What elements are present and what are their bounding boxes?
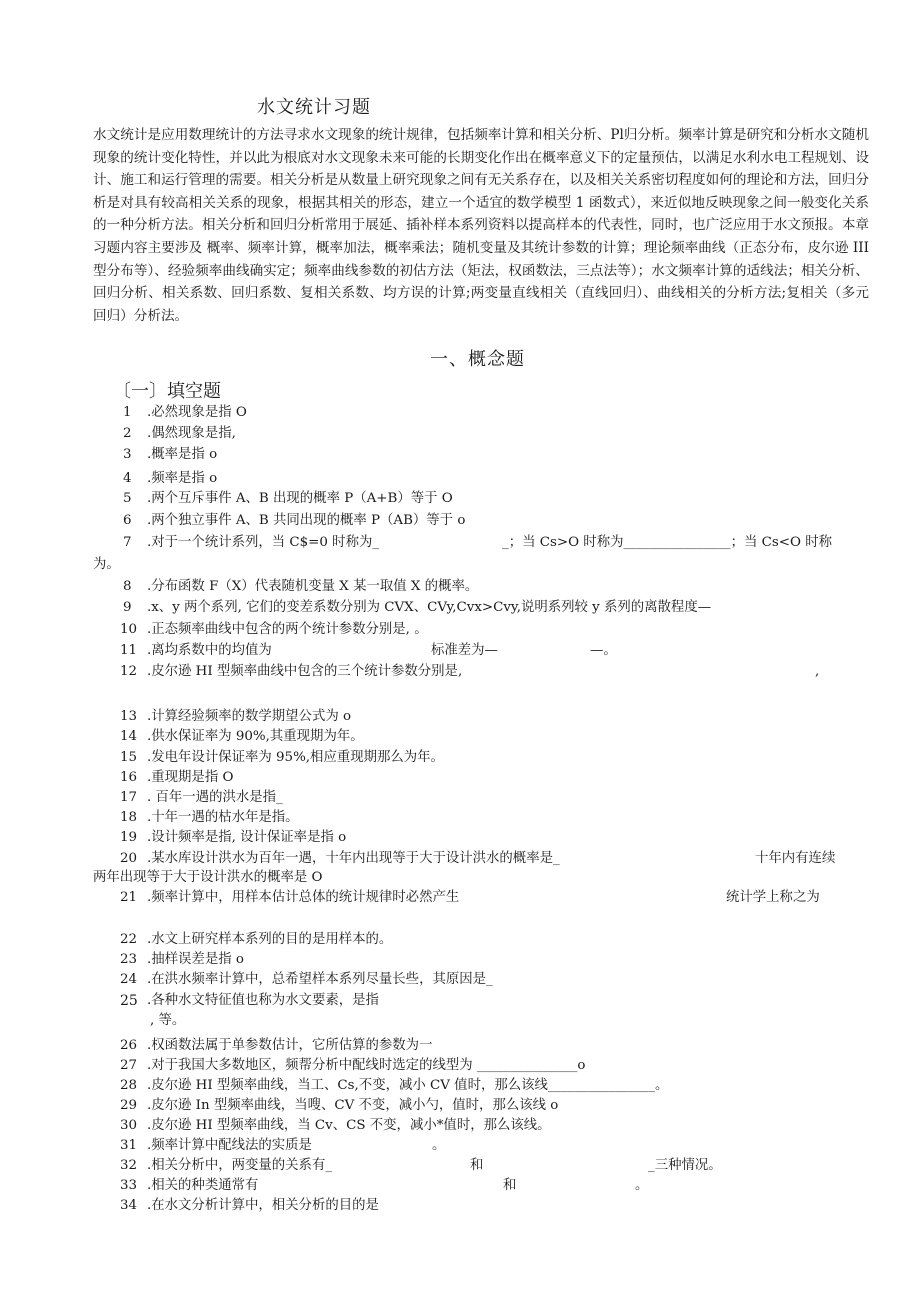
question-text: .相关分析中，两变量的关系有_ (147, 1158, 333, 1173)
question-number: 20 (120, 851, 138, 866)
question-text: .水文上研究样本系列的目的是用样本的。 (147, 932, 393, 947)
question-item (0, 727, 920, 749)
question-number: 8 (123, 579, 132, 594)
question-number: 30 (120, 1118, 138, 1133)
question-item (0, 1036, 920, 1058)
question-item (0, 808, 920, 830)
question-number: 21 (120, 890, 138, 905)
question-text-continued: , (815, 664, 820, 679)
question-text: .发电年设计保证率为 95%,相应重现期那么为年。 (147, 750, 444, 765)
question-item (0, 1196, 920, 1218)
question-item (0, 533, 920, 555)
question-number: 25 (120, 993, 138, 1009)
question-number: 23 (120, 952, 138, 967)
question-item (0, 620, 920, 642)
question-text: .频率计算中配线法的实质是 (147, 1138, 312, 1153)
question-text: .频率计算中，用样本估计总体的统计规律时必然产生 (147, 890, 460, 905)
question-item (0, 403, 920, 425)
question-continuation: , 等。 (150, 1013, 186, 1028)
question-text: .在洪水频率计算中，总希望样本系列尽量长些，其原因是_ (147, 972, 493, 987)
question-item (0, 950, 920, 972)
question-text-continued: —。 (590, 643, 617, 658)
question-number: 24 (120, 972, 138, 987)
question-item (0, 970, 920, 992)
question-text: .两个独立事件 A、B 共同出现的概率 P（AB）等于 o (147, 513, 466, 528)
question-item (0, 469, 920, 491)
question-number: 32 (120, 1158, 138, 1173)
question-item (0, 1076, 920, 1098)
question-number: 17 (120, 790, 138, 805)
question-continuation: 为。 (93, 557, 120, 572)
intro-paragraph: 水文统计是应用数理统计的方法寻求水文现象的统计规律，包括频率计算和相关分析、Pl归分析。频率计算是研究和分析水文随机现象的统计变化特性，并以此为根底对水文现象未来可能的长期变化作出在概率意义下的定量预估，以满足水利水电工程规划、设计、施工和运行管理的需要。相关分析是从数量上研究现象之间有无关系存在，以及相关关系密切程度如何的理论和方法，回归分析是对具有较高相关关系的现象，根据其相关的形态，建立一个适宜的数学模型 1 函数式），来近似地反映现象之间一般变化关系的一种分析方法。相关分析和回归分析常用于展延、插补样本系列资料以提高样本的代表性，同时，也广泛应用于水文预报。本章习题内容主要涉及 概率、频率计算，概率加法，概率乘法；随机变量及其统计参数的计算；理论频率曲线（正态分布，皮尔逊 III 型分布等）、经验频率曲线确实定；频率曲线参数的初估方法（矩法，权函数法，三点法等）；水文频率计算的适线法；相关分析、回归分析、相关系数、回归系数、复相关系数、均方误的计算;两变量直线相关（直线回归）、曲线相关的分析方法;复相关（多元回归）分析法。 (93, 127, 869, 324)
question-number: 28 (120, 1078, 138, 1093)
question-text: .概率是指 o (147, 447, 218, 462)
question-number: 29 (120, 1098, 138, 1113)
question-number: 22 (120, 932, 138, 947)
question-text-continued: _；当 Cs>O 时称为________________；当 Cs<O 时称 (502, 535, 832, 550)
question-number: 14 (120, 729, 138, 744)
question-number: 27 (120, 1058, 138, 1073)
question-text: .必然现象是指 O (147, 405, 247, 420)
question-number: 1 (123, 405, 132, 420)
question-number: 10 (120, 622, 138, 637)
question-text: .在水文分析计算中，相关分析的目的是 (147, 1198, 379, 1213)
section-title: 一、概念题 (430, 349, 525, 370)
question-text: .供水保证率为 90%,其重现期为年。 (147, 729, 364, 744)
question-item (0, 707, 920, 729)
question-item (0, 748, 920, 770)
question-text-continued: 统计学上称之为 (726, 890, 820, 905)
question-item (0, 511, 920, 533)
question-number: 19 (120, 830, 138, 845)
question-item (0, 828, 920, 850)
question-item (0, 888, 920, 910)
question-text: .计算经验频率的数学期望公式为 o (147, 709, 352, 724)
question-item (0, 788, 920, 810)
question-number: 16 (120, 770, 138, 785)
question-number: 4 (123, 471, 132, 486)
question-continuation: 两年出现等于大于设计洪水的概率是 O (93, 870, 323, 885)
question-number: 33 (120, 1178, 138, 1193)
question-number: 5 (123, 491, 132, 506)
question-text: .频率是指 o (147, 471, 218, 486)
question-text-continued: 十年内有连续 (755, 851, 836, 866)
question-number: 11 (120, 643, 138, 658)
subsection-title: 〔一〕填空题 (113, 381, 221, 402)
question-number: 6 (123, 513, 132, 528)
question-text: .两个互斥事件 A、B 出现的概率 P（A+B）等于 O (147, 491, 453, 506)
question-text: . 百年一遇的洪水是指_ (147, 790, 283, 805)
document-title: 水文统计习题 (257, 97, 371, 118)
question-text: .皮尔逊 HI 型频率曲线，当工、Cs,不变，减小 CV 值时，那么该线________________。 (147, 1078, 669, 1093)
question-text: .十年一遇的枯水年是指。 (147, 810, 299, 825)
question-text: .设计频率是指, 设计保证率是指 o (147, 830, 347, 845)
question-item (0, 768, 920, 790)
question-number: 9 (123, 600, 132, 615)
question-number: 2 (123, 426, 132, 441)
question-text-continued: 。 (635, 1178, 649, 1193)
question-text: .重现期是指 O (147, 770, 234, 785)
question-text-continued: 标准差为— (431, 643, 498, 658)
question-item (0, 991, 920, 1013)
question-number: 15 (120, 750, 138, 765)
question-text: .对于我国大多数地区，频帮分析中配线时选定的线型为 _______________o (147, 1058, 586, 1073)
question-text: .相关的种类通常有 (147, 1178, 259, 1193)
question-text: .正态频率曲线中包含的两个统计参数分别是, 。 (147, 622, 428, 637)
question-text-continued: 。 (432, 1138, 446, 1153)
question-text: .某水库设计洪水为百年一遇，十年内出现等于大于设计洪水的概率是_ (147, 851, 560, 866)
question-number: 26 (120, 1038, 138, 1053)
question-item (0, 1116, 920, 1138)
question-item (0, 424, 920, 446)
question-item (0, 1136, 920, 1158)
question-text: .皮尔逊 In 型频率曲线，当嗖、CV 不变，减小勺，值时，那么该线 o (147, 1098, 559, 1113)
question-text: .抽样误差是指 o (147, 952, 244, 967)
question-text-continued: 和 (503, 1178, 517, 1193)
question-text: .对于一个统计系列，当 C$=0 时称为_ (147, 535, 380, 550)
question-item (0, 598, 920, 620)
question-text: .权函数法属于单参数估计，它所估算的参数为一 (147, 1038, 433, 1053)
question-item (0, 930, 920, 952)
question-number: 13 (120, 709, 138, 724)
question-text-continued: 和 (470, 1158, 484, 1173)
question-text: .分布函数 F（X）代表随机变量 X 某一取值 X 的概率。 (147, 579, 479, 594)
question-number: 3 (123, 447, 132, 462)
question-item (0, 1176, 920, 1198)
question-item (0, 1056, 920, 1078)
question-number: 31 (120, 1138, 138, 1153)
question-item (0, 1096, 920, 1118)
question-number: 7 (123, 535, 132, 550)
question-text: .皮尔逊 HI 型频率曲线中包含的三个统计参数分别是, (147, 664, 463, 679)
question-text-continued: _三种情况。 (648, 1158, 722, 1173)
question-item (0, 445, 920, 467)
question-item (0, 1156, 920, 1178)
question-item (0, 662, 920, 684)
question-text: .皮尔逊 HI 型频率曲线，当 Cv、CS 不变，减小*值时，那么该线。 (147, 1118, 551, 1133)
question-item (0, 489, 920, 511)
question-text: .x、y 两个系列, 它们的变差系数分别为 CVX、CVy,Cvx>Cvy,说明系列较 y 系列的离散程度— (147, 600, 712, 615)
question-text: .各种水文特征值也称为水文要素，是指 (147, 993, 379, 1008)
question-number: 12 (120, 664, 138, 679)
question-text: .离均系数中的均值为 (147, 643, 272, 658)
question-text: .偶然现象是指, (147, 426, 236, 441)
question-number: 18 (120, 810, 138, 825)
question-number: 34 (120, 1198, 138, 1213)
question-item (0, 577, 920, 599)
question-item (0, 641, 920, 663)
